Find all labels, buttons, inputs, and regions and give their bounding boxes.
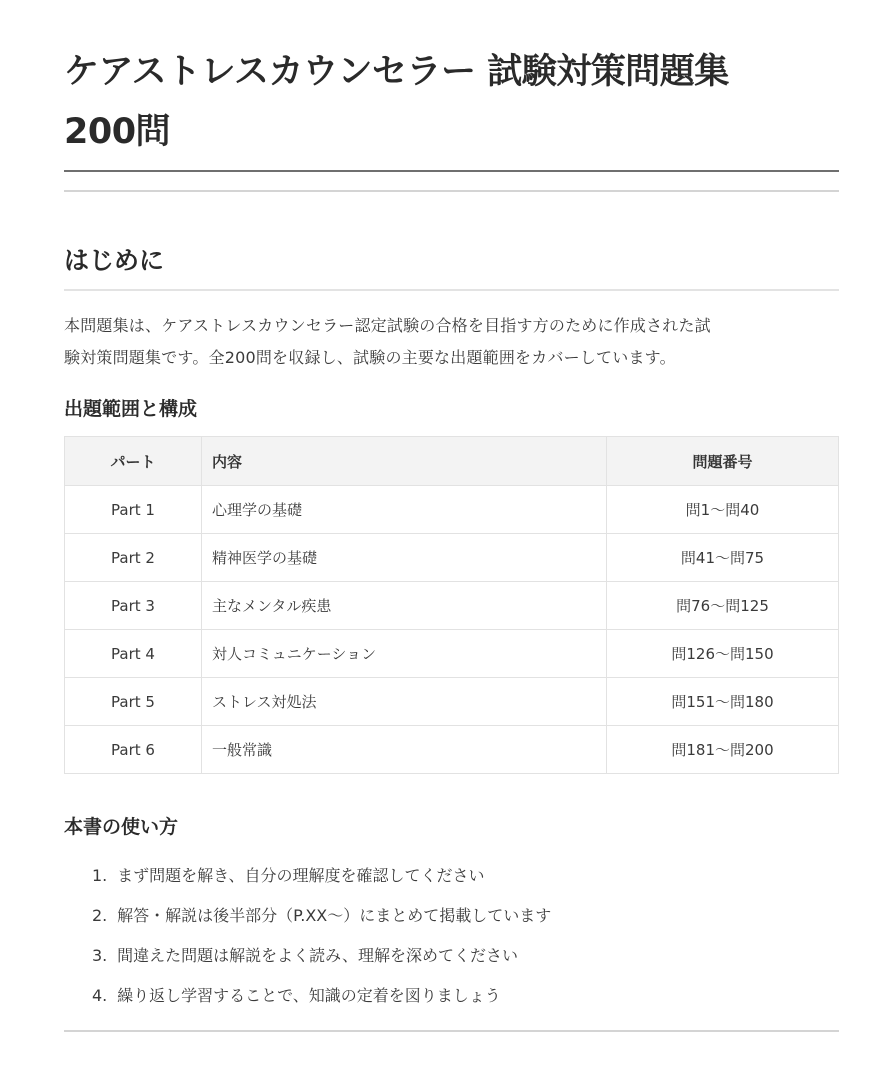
title-divider-secondary	[64, 190, 839, 192]
usage-heading: 本書の使い方	[64, 816, 179, 838]
cell-content: 心理学の基礎	[202, 486, 607, 534]
list-item-text: 繰り返し学習することで、知識の定着を図りましょう	[117, 986, 501, 1005]
cell-part: Part 4	[65, 630, 202, 678]
cell-part: Part 3	[65, 582, 202, 630]
document-page	[64, 0, 839, 1032]
cell-content: 対人コミュニケーション	[202, 630, 607, 678]
introduction-line-2: 験対策問題集です。全200問を収録し、試験の主要な出題範囲をカバーしています。	[64, 348, 676, 367]
table-row	[65, 534, 839, 582]
list-item-number: 2.	[92, 906, 108, 925]
list-item	[92, 896, 839, 936]
table-header-row	[65, 437, 839, 486]
introduction-divider	[64, 289, 839, 291]
document-title-line-2: 200問	[64, 112, 171, 152]
title-divider	[64, 170, 839, 172]
list-item-number: 4.	[92, 986, 108, 1005]
document-title	[64, 0, 839, 162]
column-header-question-range: 問題番号	[607, 437, 839, 486]
scope-table	[64, 436, 839, 774]
cell-part: Part 6	[65, 726, 202, 774]
table-row	[65, 678, 839, 726]
cell-content: 精神医学の基礎	[202, 534, 607, 582]
usage-list	[64, 856, 839, 1016]
cell-question-range: 問1〜問40	[607, 486, 839, 534]
cell-part: Part 2	[65, 534, 202, 582]
cell-content: 一般常識	[202, 726, 607, 774]
cell-part: Part 5	[65, 678, 202, 726]
table-row	[65, 582, 839, 630]
list-item	[92, 856, 839, 896]
cell-question-range: 問126〜問150	[607, 630, 839, 678]
list-item-text: 解答・解説は後半部分（P.XX〜）にまとめて掲載しています	[117, 906, 552, 925]
list-item-number: 3.	[92, 946, 108, 965]
cell-part: Part 1	[65, 486, 202, 534]
introduction-heading: はじめに	[64, 246, 165, 275]
list-item-number: 1.	[92, 866, 108, 885]
cell-question-range: 問181〜問200	[607, 726, 839, 774]
table-row	[65, 486, 839, 534]
scope-heading: 出題範囲と構成	[64, 398, 198, 420]
column-header-part: パート	[65, 437, 202, 486]
list-item-text: まず問題を解き、自分の理解度を確認してください	[117, 866, 485, 885]
introduction-paragraph	[64, 310, 839, 374]
document-title-line-1: ケアストレスカウンセラー 試験対策問題集	[64, 52, 729, 92]
column-header-content: 内容	[202, 437, 607, 486]
cell-content: 主なメンタル疾患	[202, 582, 607, 630]
list-item	[92, 936, 839, 976]
table-row	[65, 726, 839, 774]
bottom-divider	[64, 1030, 839, 1032]
list-item-text: 間違えた問題は解説をよく読み、理解を深めてください	[117, 946, 519, 965]
table-row	[65, 630, 839, 678]
introduction-line-1: 本問題集は、ケアストレスカウンセラー認定試験の合格を目指す方のために作成された試	[64, 316, 711, 335]
cell-question-range: 問151〜問180	[607, 678, 839, 726]
cell-question-range: 問76〜問125	[607, 582, 839, 630]
cell-question-range: 問41〜問75	[607, 534, 839, 582]
list-item	[92, 976, 839, 1016]
cell-content: ストレス対処法	[202, 678, 607, 726]
